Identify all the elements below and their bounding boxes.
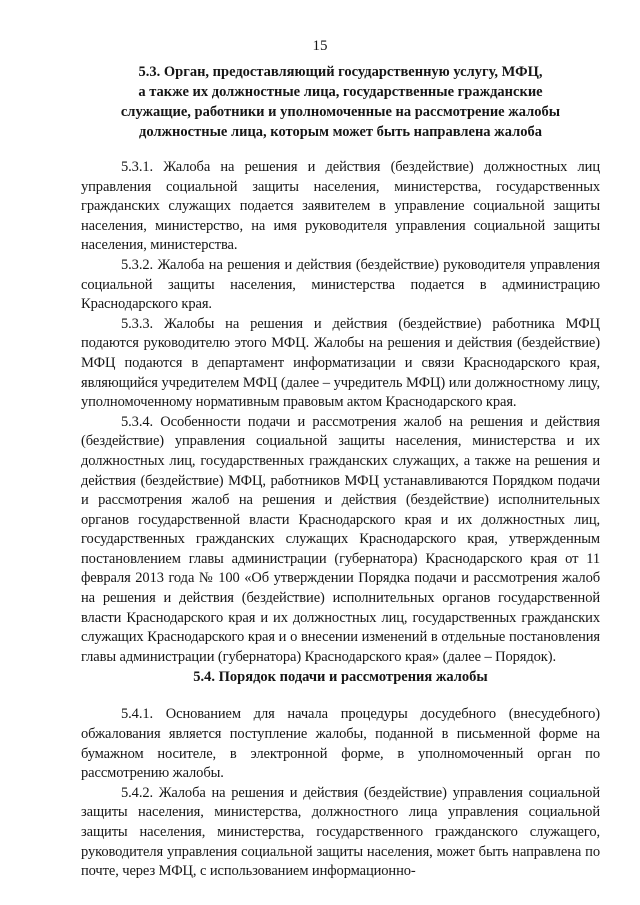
section-5-4-body	[81, 705, 600, 881]
paragraph-5-4-2: 5.4.2. Жалоба на решения и действия (бездействие) управления социальной защиты населения, министерства, должностного лица управления социальной защиты населения, министерства, государственного гражданского служащего, руководителя управления социальной защиты населения, может быть направлена по почте, через МФЦ, с использованием информационно-	[81, 784, 600, 880]
paragraph-5-3-3: 5.3.3. Жалобы на решения и действия (бездействие) работника МФЦ подаются руководителю этого МФЦ. Жалобы на решения и действия (бездействие) МФЦ подаются в департамент информатизации и связи Краснодарского края, являющийся учредителем МФЦ (далее – учредитель МФЦ) или должностному лицу, уполномоченному нормативным правовым актом Краснодарского края.	[81, 315, 600, 411]
section-5-3-body	[81, 158, 600, 667]
page-number: 15	[312, 38, 328, 54]
section-5-4-title-line: 5.4. Порядок подачи и рассмотрения жалобы	[193, 669, 488, 686]
section-5-3-title-line: служащие, работники и уполномоченные на рассмотрение жалобы	[120, 104, 561, 120]
paragraph-5-3-4: 5.3.4. Особенности подачи и рассмотрения жалоб на решения и действия (бездействие) управления социальной защиты населения, министерства и их должностных лиц, государственных гражданских служащих, а также на решения и действия (бездействие) МФЦ, работников МФЦ устанавливаются Порядком подачи и рассмотрения жалоб на решения и действия (бездействие) исполнительных органов государственной власти Краснодарского края и их должностных лиц, государственных гражданских служащих Краснодарского края, утвержденным постановлением главы администрации (губернатора) Краснодарского края от 11 февраля 2013 года № 100 «Об утверждении Порядка подачи и рассмотрения жалоб на решения и действия (бездействие) исполнительных органов государственной власти Краснодарского края и их должностных лиц, государственных гражданских служащих Краснодарского края и о внесении изменений в отдельные постановления главы администрации (губернатора) Краснодарского края» (далее – Порядок).	[81, 413, 600, 665]
page-content	[81, 62, 600, 882]
section-5-3-title	[81, 62, 600, 142]
section-5-3-title-line: 5.3. Орган, предоставляющий государственную услугу, МФЦ,	[138, 64, 543, 80]
paragraph-5-3-1: 5.3.1. Жалоба на решения и действия (бездействие) должностных лиц управления социальной защиты населения, министерства, государственных гражданских служащих подается заявителем в управление социальной защиты населения, министерство, на имя руководителя управления социальной защиты населения, министерства.	[81, 159, 600, 254]
section-5-3-title-line: а также их должностные лица, государственные гражданские	[138, 84, 543, 100]
section-5-4-title	[81, 667, 600, 687]
paragraph-5-4-1: 5.4.1. Основанием для начала процедуры досудебного (внесудебного) обжалования является поступление жалобы, поданной в письменной форме на бумажном носителе, в электронной форме, в уполномоченный орган по рассмотрению жалобы.	[81, 706, 600, 782]
paragraph-5-3-2: 5.3.2. Жалоба на решения и действия (бездействие) руководителя управления социальной защиты населения, министерства подается в администрацию Краснодарского края.	[81, 256, 600, 313]
section-5-3-title-line: должностные лица, которым может быть направлена жалоба	[139, 124, 542, 140]
